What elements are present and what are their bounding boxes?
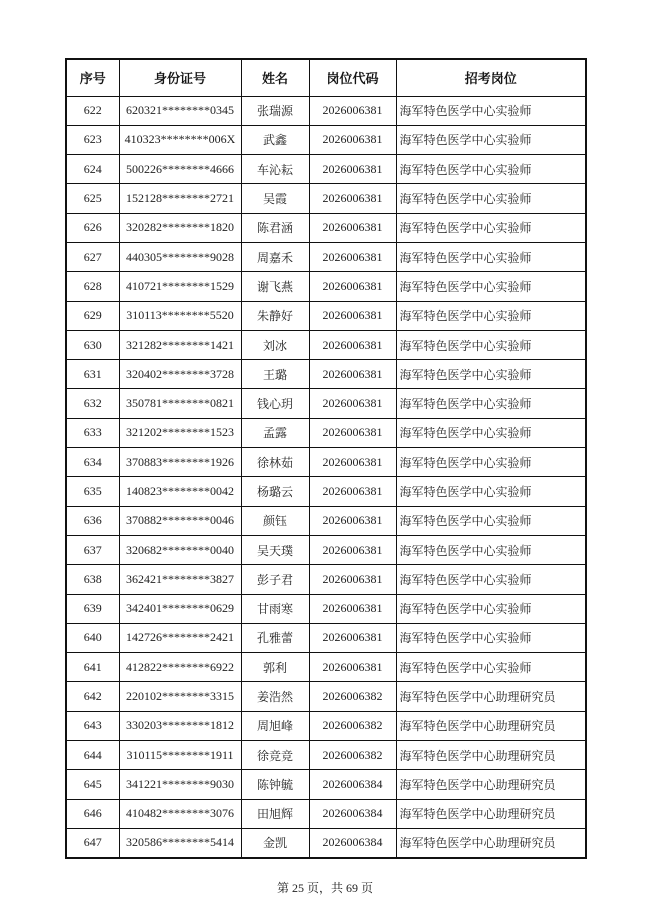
cell-job-title: 海军特色医学中心实验师: [396, 301, 586, 330]
cell-serial: 644: [66, 741, 119, 770]
cell-name: 姜浩然: [241, 682, 309, 711]
cell-id-number: 142726********2421: [119, 623, 241, 652]
cell-job-title: 海军特色医学中心助理研究员: [396, 770, 586, 799]
cell-id-number: 320282********1820: [119, 213, 241, 242]
cell-job-title: 海军特色医学中心实验师: [396, 389, 586, 418]
cell-name: 徐竞竞: [241, 741, 309, 770]
cell-job-code: 2026006382: [309, 682, 396, 711]
cell-serial: 632: [66, 389, 119, 418]
table-row: [66, 506, 586, 535]
cell-id-number: 310113********5520: [119, 301, 241, 330]
cell-job-title: 海军特色医学中心助理研究员: [396, 828, 586, 857]
cell-id-number: 320682********0040: [119, 535, 241, 564]
cell-job-code: 2026006381: [309, 623, 396, 652]
cell-job-code: 2026006384: [309, 828, 396, 857]
col-job-title: 招考岗位: [396, 59, 586, 96]
cell-id-number: 320402********3728: [119, 360, 241, 389]
cell-job-title: 海军特色医学中心助理研究员: [396, 711, 586, 740]
cell-id-number: 410721********1529: [119, 272, 241, 301]
cell-name: 吴天璞: [241, 535, 309, 564]
cell-job-title: 海军特色医学中心实验师: [396, 213, 586, 242]
cell-job-code: 2026006381: [309, 242, 396, 271]
cell-job-code: 2026006381: [309, 272, 396, 301]
table-row: [66, 741, 586, 770]
cell-job-code: 2026006381: [309, 360, 396, 389]
cell-job-title: 海军特色医学中心实验师: [396, 506, 586, 535]
col-serial: 序号: [66, 59, 119, 96]
cell-id-number: 412822********6922: [119, 653, 241, 682]
cell-id-number: 310115********1911: [119, 741, 241, 770]
cell-id-number: 320586********5414: [119, 828, 241, 857]
cell-job-code: 2026006384: [309, 770, 396, 799]
cell-name: 金凯: [241, 828, 309, 857]
cell-id-number: 220102********3315: [119, 682, 241, 711]
col-id-number: 身份证号: [119, 59, 241, 96]
cell-name: 孔雅蕾: [241, 623, 309, 652]
table-row: [66, 477, 586, 506]
cell-name: 周嘉禾: [241, 242, 309, 271]
cell-name: 孟露: [241, 418, 309, 447]
cell-serial: 635: [66, 477, 119, 506]
cell-job-title: 海军特色医学中心实验师: [396, 448, 586, 477]
table-row: [66, 389, 586, 418]
cell-serial: 638: [66, 565, 119, 594]
cell-job-code: 2026006382: [309, 711, 396, 740]
cell-name: 武鑫: [241, 125, 309, 154]
cell-job-code: 2026006381: [309, 565, 396, 594]
cell-name: 谢飞燕: [241, 272, 309, 301]
cell-serial: 636: [66, 506, 119, 535]
cell-serial: 637: [66, 535, 119, 564]
cell-serial: 645: [66, 770, 119, 799]
cell-serial: 628: [66, 272, 119, 301]
cell-id-number: 321282********1421: [119, 330, 241, 359]
cell-job-title: 海军特色医学中心实验师: [396, 594, 586, 623]
table-row: [66, 711, 586, 740]
cell-serial: 627: [66, 242, 119, 271]
cell-name: 田旭辉: [241, 799, 309, 828]
table-row: [66, 155, 586, 184]
cell-id-number: 341221********9030: [119, 770, 241, 799]
cell-serial: 640: [66, 623, 119, 652]
col-name: 姓名: [241, 59, 309, 96]
cell-job-code: 2026006381: [309, 125, 396, 154]
cell-serial: 630: [66, 330, 119, 359]
cell-name: 郭利: [241, 653, 309, 682]
cell-job-code: 2026006381: [309, 184, 396, 213]
cell-job-code: 2026006381: [309, 389, 396, 418]
cell-name: 刘冰: [241, 330, 309, 359]
cell-serial: 622: [66, 96, 119, 125]
cell-serial: 631: [66, 360, 119, 389]
table-row: [66, 242, 586, 271]
table-row: [66, 330, 586, 359]
cell-serial: 626: [66, 213, 119, 242]
cell-serial: 643: [66, 711, 119, 740]
cell-name: 杨璐云: [241, 477, 309, 506]
cell-job-title: 海军特色医学中心实验师: [396, 623, 586, 652]
cell-id-number: 362421********3827: [119, 565, 241, 594]
cell-serial: 623: [66, 125, 119, 154]
cell-id-number: 370882********0046: [119, 506, 241, 535]
cell-id-number: 140823********0042: [119, 477, 241, 506]
table-row: [66, 623, 586, 652]
cell-id-number: 410323********006X: [119, 125, 241, 154]
table-row: [66, 184, 586, 213]
cell-job-code: 2026006381: [309, 213, 396, 242]
applicant-table-container: [65, 58, 586, 859]
cell-id-number: 370883********1926: [119, 448, 241, 477]
cell-serial: 624: [66, 155, 119, 184]
table-row: [66, 770, 586, 799]
cell-job-title: 海军特色医学中心实验师: [396, 155, 586, 184]
table-row: [66, 213, 586, 242]
cell-job-title: 海军特色医学中心实验师: [396, 360, 586, 389]
cell-job-code: 2026006381: [309, 535, 396, 564]
cell-job-title: 海军特色医学中心实验师: [396, 330, 586, 359]
cell-name: 甘雨寒: [241, 594, 309, 623]
table-row: [66, 96, 586, 125]
cell-job-code: 2026006381: [309, 506, 396, 535]
cell-job-title: 海军特色医学中心实验师: [396, 535, 586, 564]
cell-id-number: 410482********3076: [119, 799, 241, 828]
table-row: [66, 828, 586, 857]
cell-serial: 625: [66, 184, 119, 213]
cell-name: 钱心玥: [241, 389, 309, 418]
cell-serial: 646: [66, 799, 119, 828]
cell-name: 张瑞源: [241, 96, 309, 125]
cell-id-number: 152128********2721: [119, 184, 241, 213]
table-row: [66, 799, 586, 828]
cell-job-code: 2026006382: [309, 741, 396, 770]
cell-serial: 639: [66, 594, 119, 623]
table-row: [66, 448, 586, 477]
cell-job-code: 2026006381: [309, 594, 396, 623]
cell-name: 徐林茹: [241, 448, 309, 477]
cell-id-number: 620321********0345: [119, 96, 241, 125]
cell-job-title: 海军特色医学中心实验师: [396, 96, 586, 125]
cell-id-number: 330203********1812: [119, 711, 241, 740]
cell-job-title: 海军特色医学中心实验师: [396, 477, 586, 506]
table-body: [66, 96, 586, 858]
cell-job-title: 海军特色医学中心实验师: [396, 184, 586, 213]
header-row: [66, 59, 586, 96]
cell-serial: 629: [66, 301, 119, 330]
cell-name: 车沁耘: [241, 155, 309, 184]
table-row: [66, 360, 586, 389]
cell-serial: 633: [66, 418, 119, 447]
cell-job-code: 2026006381: [309, 448, 396, 477]
cell-id-number: 342401********0629: [119, 594, 241, 623]
cell-job-title: 海军特色医学中心实验师: [396, 418, 586, 447]
cell-name: 彭子君: [241, 565, 309, 594]
cell-serial: 634: [66, 448, 119, 477]
cell-job-title: 海军特色医学中心助理研究员: [396, 799, 586, 828]
cell-job-code: 2026006381: [309, 96, 396, 125]
table-row: [66, 535, 586, 564]
cell-name: 朱静好: [241, 301, 309, 330]
table-row: [66, 301, 586, 330]
cell-id-number: 321202********1523: [119, 418, 241, 447]
col-job-code: 岗位代码: [309, 59, 396, 96]
cell-job-title: 海军特色医学中心实验师: [396, 565, 586, 594]
cell-job-title: 海军特色医学中心助理研究员: [396, 741, 586, 770]
cell-id-number: 500226********4666: [119, 155, 241, 184]
cell-job-title: 海军特色医学中心实验师: [396, 242, 586, 271]
cell-id-number: 350781********0821: [119, 389, 241, 418]
cell-name: 颜钰: [241, 506, 309, 535]
cell-id-number: 440305********9028: [119, 242, 241, 271]
cell-name: 陈君涵: [241, 213, 309, 242]
applicant-table: [65, 58, 587, 859]
table-row: [66, 594, 586, 623]
table-row: [66, 418, 586, 447]
cell-serial: 642: [66, 682, 119, 711]
cell-name: 吴霞: [241, 184, 309, 213]
table-row: [66, 272, 586, 301]
cell-job-title: 海军特色医学中心实验师: [396, 653, 586, 682]
cell-job-code: 2026006381: [309, 477, 396, 506]
table-row: [66, 565, 586, 594]
cell-name: 陈钟毓: [241, 770, 309, 799]
cell-job-code: 2026006381: [309, 330, 396, 359]
cell-serial: 647: [66, 828, 119, 857]
cell-serial: 641: [66, 653, 119, 682]
page-number-footer: 第 25 页，共 69 页: [276, 881, 373, 895]
cell-job-title: 海军特色医学中心实验师: [396, 125, 586, 154]
cell-name: 王璐: [241, 360, 309, 389]
cell-job-code: 2026006381: [309, 653, 396, 682]
table-row: [66, 125, 586, 154]
table-row: [66, 682, 586, 711]
cell-job-title: 海军特色医学中心实验师: [396, 272, 586, 301]
cell-job-code: 2026006384: [309, 799, 396, 828]
cell-name: 周旭峰: [241, 711, 309, 740]
table-row: [66, 653, 586, 682]
cell-job-code: 2026006381: [309, 155, 396, 184]
cell-job-code: 2026006381: [309, 418, 396, 447]
cell-job-code: 2026006381: [309, 301, 396, 330]
cell-job-title: 海军特色医学中心助理研究员: [396, 682, 586, 711]
